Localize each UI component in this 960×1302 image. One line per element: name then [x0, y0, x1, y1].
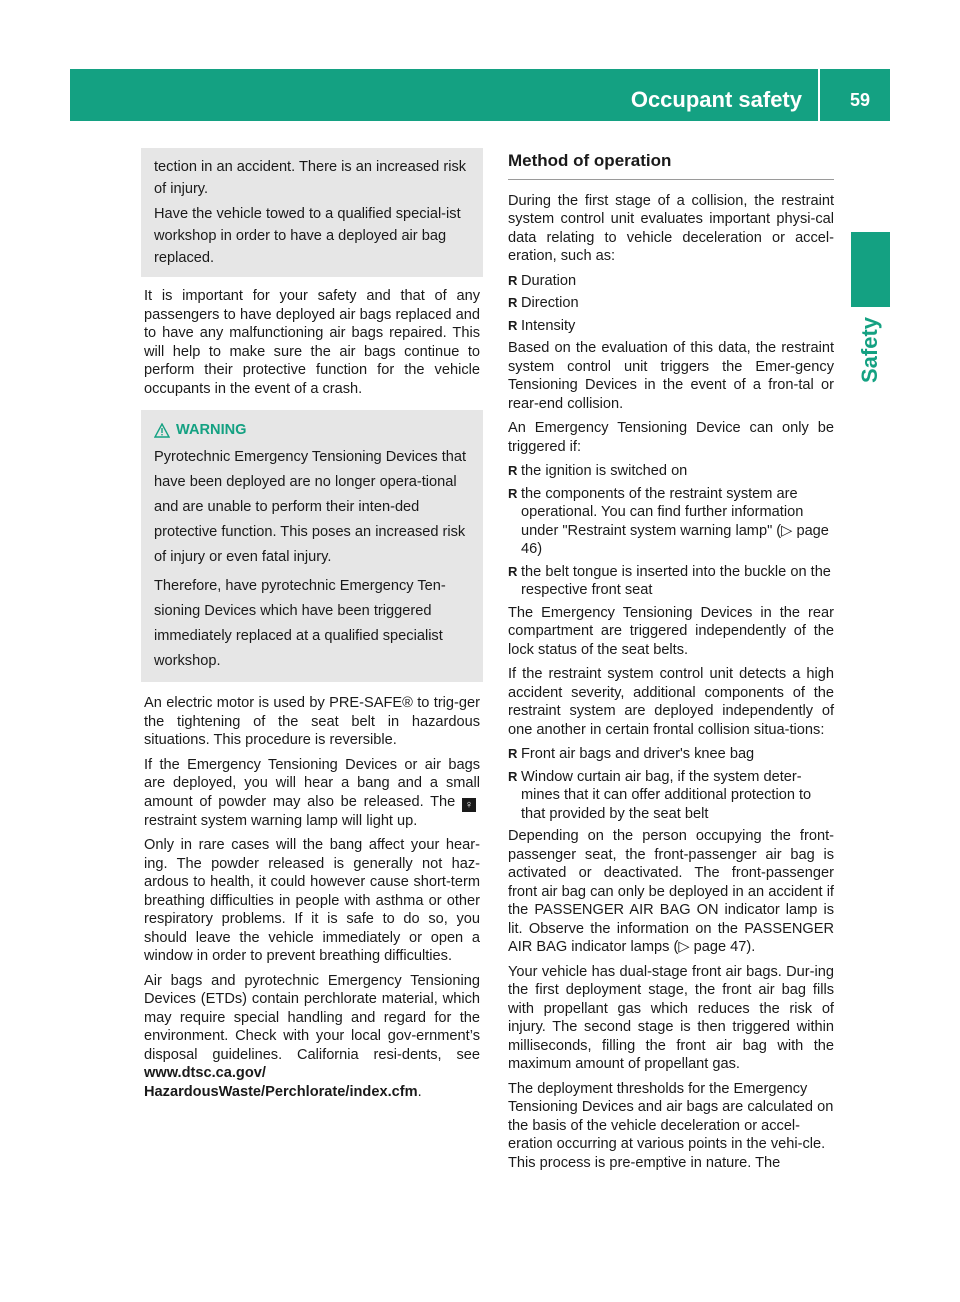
paragraph: Only in rare cases will the bang affect your hear-ing. The powder released is generally not haz-ardous to health, it could however cause short-term breathing difficulties in people with asthma or other respiratory problems. If it is safe to do so, you should leave the vehicle immediately or open a window in order to prevent breathing difficulties. [144, 837, 480, 964]
list-item: R the belt tongue is inserted into the buckle on the respective front seat [508, 563, 834, 600]
bullet-list [508, 272, 834, 336]
list-item: R Window curtain air bag, if the system deter-mines that it can offer additional protection to that provided by the seat belt [508, 768, 834, 824]
paragraph: Based on the evaluation of this data, the restraint system control unit triggers the Emer-gency Tensioning Devices in the event of a fron-tal or rear-end collision. [508, 340, 834, 412]
section-heading: Method of operation [508, 152, 834, 180]
paragraph: An electric motor is used by PRE-SAFE® to trig-ger the tightening of the seat belt in hazardous situations. This procedure is reversible. [144, 695, 480, 748]
paragraph-text: restraint system warning lamp will light up. [144, 812, 418, 829]
paragraph [144, 972, 480, 1102]
restraint-system-warning-lamp-icon: ♀ [462, 798, 476, 812]
paragraph [144, 756, 480, 831]
list-item: R the components of the restraint system are operational. You can find further information under "Restraint system warning lamp" (▷ page 46) [508, 485, 834, 559]
disposal-link[interactable]: www.dtsc.ca.gov/ HazardousWaste/Perchlorate/index.cfm [144, 1065, 418, 1100]
list-item: R Duration [508, 272, 834, 291]
left-column [144, 148, 480, 1107]
paragraph: If the restraint system control unit detects a high accident severity, additional components of the restraint system are deployed independently of one another in certain frontal collision situa-tions: [508, 666, 834, 738]
side-label [846, 310, 894, 390]
side-tab [851, 232, 890, 307]
warning-paragraph: Pyrotechnic Emergency Tensioning Devices that have been deployed are no longer opera-tional and are unable to perform their inten-ded protective function. This poses an increased risk of injury or even fatal injury. [154, 449, 467, 565]
side-label-text: Safety [857, 316, 882, 384]
warning-paragraph: Therefore, have pyrotechnic Emergency Ten-sioning Devices which have been triggered immediately replaced at a qualified specialist workshop. [154, 578, 446, 669]
bullet-list [508, 745, 834, 823]
box-paragraph: tection in an accident. There is an increased risk of injury. [154, 159, 467, 197]
box-paragraph: Have the vehicle towed to a qualified special-ist workshop in order to have a deployed air bag replaced. [154, 206, 461, 266]
paragraph: During the first stage of a collision, the restraint system control unit evaluates important physi-cal data relating to vehicle deceleration or accel-eration, such as: [508, 192, 834, 264]
paragraph: The Emergency Tensioning Devices in the rear compartment are triggered independently of the lock status of the seat belts. [508, 604, 834, 658]
list-item: R the ignition is switched on [508, 462, 834, 481]
paragraph: Your vehicle has dual-stage front air bags. Dur-ing the first deployment stage, the front air bag fills with propellant gas which reduces the risk of injury. The second stage is then triggered within milliseconds, filling the front air bag with the maximum amount of propellant gas. [508, 963, 834, 1072]
warning-triangle-icon [154, 423, 170, 438]
bullet-list [508, 462, 834, 600]
warning-box [141, 410, 483, 682]
list-item: R Intensity [508, 317, 834, 336]
continued-warning-box [141, 148, 483, 277]
paragraph: Depending on the person occupying the front-passenger seat, the front-passenger air bag is activated or deactivated. The front-passenger front air bag can only be deployed in an accident if the PASSENGER AIR BAG ON indicator lamp is lit. Observe the information on the PASSENGER AIR BAG indicator lamps (▷ page 47). [508, 828, 834, 955]
paragraph-text: If the Emergency Tensioning Devices or air bags are deployed, you will hear a bang and a small amount of powder may also be released. The [144, 756, 480, 810]
warning-heading [154, 418, 473, 443]
warning-heading-text: WARNING [176, 422, 247, 438]
page-number: 59 [849, 90, 871, 110]
list-item: R Front air bags and driver's knee bag [508, 745, 834, 764]
paragraph: The deployment thresholds for the Emergency Tensioning Devices and air bags are calculated on the basis of the vehicle deceleration or accel-eration occurring at various points in the vehi-cle. This process is pre-emptive in nature. The [508, 1080, 834, 1171]
right-column [508, 148, 834, 1172]
period: . [417, 1083, 422, 1100]
list-item: R Direction [508, 294, 834, 313]
paragraph: An Emergency Tensioning Device can only be triggered if: [508, 420, 834, 455]
header-bar [70, 69, 890, 121]
paragraph-text: Air bags and pyrotechnic Emergency Tensioning Devices (ETDs) contain perchlorate material, which may require special handling and regard for the environment. Check with your local gov-ernment’s disposal guidelines. California resi-dents, see [144, 972, 480, 1063]
paragraph: It is important for your safety and that of any passengers to have deployed air bags replaced and to have any malfunctioning air bags repaired. This will help to make sure the air bags continue to perform their protective function for the vehicle occupants in the event of a crash. [144, 288, 480, 397]
page-title: Occupant safety [631, 69, 820, 121]
